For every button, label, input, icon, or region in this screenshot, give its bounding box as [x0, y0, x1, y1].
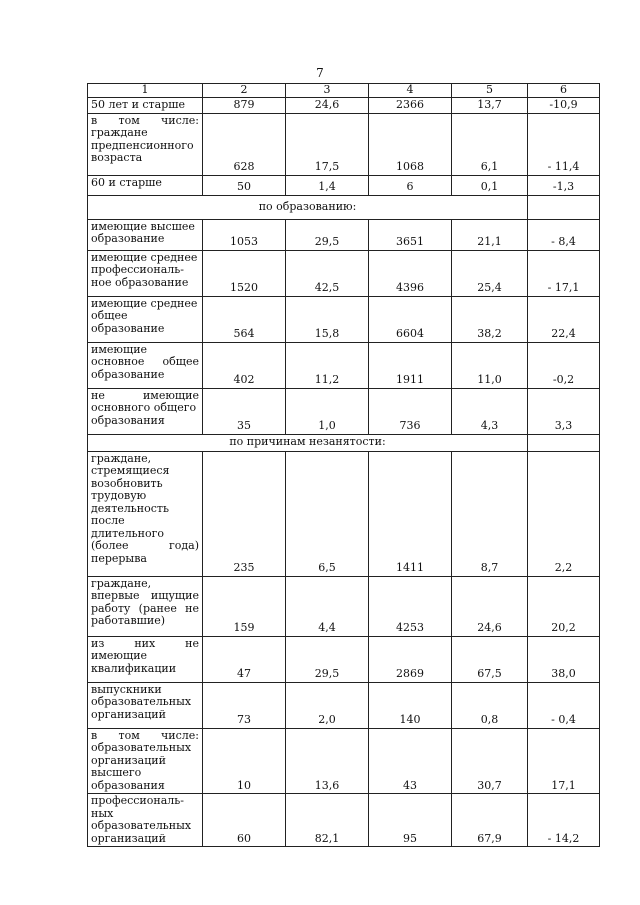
- table-row: [88, 175, 600, 195]
- row-label-text: в том числе: граждане предпенсионного возраста: [91, 113, 199, 164]
- table-row: [88, 296, 600, 342]
- value-cell-c6: 20,2: [528, 576, 600, 636]
- table-row: [88, 451, 600, 576]
- value-cell-c5: 4,3: [452, 388, 528, 434]
- value-cell-c2: 879: [203, 97, 286, 113]
- row-label: [88, 97, 203, 113]
- value-cell-c3: 11,2: [286, 342, 369, 388]
- section-title: по причинам незанятости:: [88, 434, 528, 451]
- value-cell-c2: 10: [203, 728, 286, 794]
- value-cell-c6: 2,2: [528, 451, 600, 576]
- page-number: 7: [316, 66, 324, 80]
- value-cell-c6: -0,2: [528, 342, 600, 388]
- value-cell-c3: 17,5: [286, 113, 369, 175]
- row-label: [88, 296, 203, 342]
- value-cell-c5: 0,8: [452, 682, 528, 728]
- value-cell-c5: 21,1: [452, 219, 528, 250]
- row-label-text: граждане, впервые ищущие работу (ранее не работавшие): [91, 576, 199, 627]
- row-label: [88, 175, 203, 195]
- column-header: 2: [203, 84, 286, 98]
- value-cell-c2: 628: [203, 113, 286, 175]
- value-cell-c6: 3,3: [528, 388, 600, 434]
- column-header: 6: [528, 84, 600, 98]
- value-cell-c4: 4396: [369, 250, 452, 296]
- value-cell-c3: 24,6: [286, 97, 369, 113]
- table-row: [88, 682, 600, 728]
- table-row: [88, 576, 600, 636]
- value-cell-c4: 1068: [369, 113, 452, 175]
- value-cell-c2: 60: [203, 794, 286, 847]
- value-cell-c6: - 17,1: [528, 250, 600, 296]
- value-cell-c3: 4,4: [286, 576, 369, 636]
- value-cell-c2: 564: [203, 296, 286, 342]
- value-cell-c2: 402: [203, 342, 286, 388]
- value-cell-c4: 1911: [369, 342, 452, 388]
- column-header: 3: [286, 84, 369, 98]
- statistics-table: [87, 83, 600, 847]
- header-row: [88, 84, 600, 98]
- value-cell-c2: 1053: [203, 219, 286, 250]
- value-cell-c3: 29,5: [286, 636, 369, 682]
- row-label-text: 60 и старше: [91, 175, 162, 189]
- row-label: [88, 113, 203, 175]
- value-cell-c5: 11,0: [452, 342, 528, 388]
- value-cell-c2: 1520: [203, 250, 286, 296]
- value-cell-c6: - 8,4: [528, 219, 600, 250]
- value-cell-c5: 8,7: [452, 451, 528, 576]
- value-cell-c6: - 0,4: [528, 682, 600, 728]
- table-row: [88, 113, 600, 175]
- row-label: [88, 451, 203, 576]
- value-cell-c3: 15,8: [286, 296, 369, 342]
- value-cell-c5: 6,1: [452, 113, 528, 175]
- value-cell-c3: 29,5: [286, 219, 369, 250]
- section-title: по образованию:: [88, 195, 528, 219]
- column-header: 1: [88, 84, 203, 98]
- empty-cell: [528, 195, 600, 219]
- value-cell-c6: 17,1: [528, 728, 600, 794]
- section-row: [88, 434, 600, 451]
- row-label-text: имеющие среднее профессиональ- ное образование: [91, 250, 198, 289]
- row-label: [88, 682, 203, 728]
- value-cell-c2: 47: [203, 636, 286, 682]
- value-cell-c3: 1,4: [286, 175, 369, 195]
- table-row: [88, 219, 600, 250]
- value-cell-c2: 235: [203, 451, 286, 576]
- value-cell-c3: 13,6: [286, 728, 369, 794]
- row-label: [88, 728, 203, 794]
- row-label-text: имеющие высшее образование: [91, 219, 195, 245]
- table-row: [88, 728, 600, 794]
- row-label-text: граждане, стремящиеся возобновить трудовую деятельность после длительного (более года) перерыва: [91, 451, 199, 565]
- column-header: 5: [452, 84, 528, 98]
- table-row: [88, 636, 600, 682]
- table-row: [88, 388, 600, 434]
- value-cell-c5: 0,1: [452, 175, 528, 195]
- table-row: [88, 250, 600, 296]
- table-row: [88, 342, 600, 388]
- row-label: [88, 794, 203, 847]
- value-cell-c3: 1,0: [286, 388, 369, 434]
- value-cell-c4: 95: [369, 794, 452, 847]
- value-cell-c2: 73: [203, 682, 286, 728]
- value-cell-c2: 159: [203, 576, 286, 636]
- row-label-text: профессиональ- ных образовательных организаций: [91, 794, 192, 845]
- row-label: [88, 388, 203, 434]
- value-cell-c5: 67,9: [452, 794, 528, 847]
- value-cell-c6: -10,9: [528, 97, 600, 113]
- value-cell-c4: 6: [369, 175, 452, 195]
- value-cell-c4: 2869: [369, 636, 452, 682]
- value-cell-c6: 22,4: [528, 296, 600, 342]
- section-row: [88, 195, 600, 219]
- row-label-text: из них не имеющие квалификации: [91, 636, 199, 675]
- value-cell-c4: 6604: [369, 296, 452, 342]
- value-cell-c5: 13,7: [452, 97, 528, 113]
- value-cell-c2: 50: [203, 175, 286, 195]
- row-label-text: в том числе: образовательных организаций высшего образования: [91, 728, 199, 792]
- value-cell-c6: 38,0: [528, 636, 600, 682]
- value-cell-c5: 67,5: [452, 636, 528, 682]
- value-cell-c3: 6,5: [286, 451, 369, 576]
- row-label: [88, 636, 203, 682]
- row-label-text: имеющие среднее общее образование: [91, 296, 198, 335]
- value-cell-c6: -1,3: [528, 175, 600, 195]
- value-cell-c6: - 11,4: [528, 113, 600, 175]
- value-cell-c4: 736: [369, 388, 452, 434]
- value-cell-c4: 1411: [369, 451, 452, 576]
- row-label-text: выпускники образовательных организаций: [91, 682, 192, 721]
- value-cell-c4: 140: [369, 682, 452, 728]
- value-cell-c3: 42,5: [286, 250, 369, 296]
- value-cell-c4: 4253: [369, 576, 452, 636]
- row-label: [88, 250, 203, 296]
- column-header: 4: [369, 84, 452, 98]
- value-cell-c5: 25,4: [452, 250, 528, 296]
- value-cell-c5: 38,2: [452, 296, 528, 342]
- value-cell-c5: 30,7: [452, 728, 528, 794]
- table-body: [88, 84, 600, 847]
- value-cell-c5: 24,6: [452, 576, 528, 636]
- row-label: [88, 219, 203, 250]
- empty-cell: [528, 434, 600, 451]
- row-label-text: имеющие основное общее образование: [91, 342, 199, 381]
- table-row: [88, 97, 600, 113]
- value-cell-c3: 2,0: [286, 682, 369, 728]
- row-label: [88, 576, 203, 636]
- value-cell-c4: 43: [369, 728, 452, 794]
- row-label-text: не имеющие основного общего образования: [91, 388, 199, 427]
- row-label: [88, 342, 203, 388]
- value-cell-c6: - 14,2: [528, 794, 600, 847]
- value-cell-c2: 35: [203, 388, 286, 434]
- value-cell-c4: 2366: [369, 97, 452, 113]
- value-cell-c3: 82,1: [286, 794, 369, 847]
- value-cell-c4: 3651: [369, 219, 452, 250]
- table-row: [88, 794, 600, 847]
- row-label-text: 50 лет и старше: [91, 97, 185, 111]
